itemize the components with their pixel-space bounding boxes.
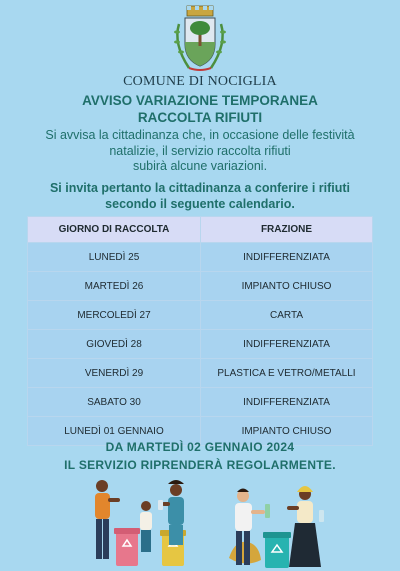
- intro-line: subirà alcune variazioni.: [132, 159, 268, 173]
- table-header-row: [28, 217, 373, 243]
- table-cell-fraction: PLASTICA E VETRO/METALLI: [201, 359, 373, 388]
- table-row: [28, 388, 373, 417]
- table-cell-day: MARTEDÌ 26: [28, 272, 201, 301]
- notice-title: AVVISO VARIAZIONE TEMPORANEA: [82, 93, 318, 108]
- table-row: [28, 330, 373, 359]
- table-cell-day: VENERDÌ 29: [28, 359, 201, 388]
- invite-line: Si invita pertanto la cittadinanza a conferire i rifiuti: [49, 181, 351, 195]
- recycling-people-illustration: [225, 480, 335, 571]
- table-row: [28, 243, 373, 272]
- collection-calendar-table: [27, 216, 373, 446]
- intro-line: Si avvisa la cittadinanza che, in occasione delle festività: [45, 128, 355, 142]
- table-cell-fraction: INDIFFERENZIATA: [201, 243, 373, 272]
- intro-line: natalizie, il servizio raccolta rifiuti: [109, 143, 291, 158]
- table-cell-day: MERCOLEDÌ 27: [28, 301, 201, 330]
- intro-text: [20, 128, 380, 175]
- table-row: [28, 301, 373, 330]
- table-cell-day: LUNEDÌ 01 GENNAIO: [28, 417, 201, 446]
- municipal-crest-icon: [169, 4, 231, 74]
- invite-text: [20, 181, 380, 212]
- table-cell-day: GIOVEDÌ 28: [28, 330, 201, 359]
- table-cell-fraction: INDIFFERENZIATA: [201, 388, 373, 417]
- resume-date: DA MARTEDÌ 02 GENNAIO 2024: [105, 440, 295, 454]
- column-header-fraction: FRAZIONE: [201, 217, 373, 243]
- resume-notice: IL SERVIZIO RIPRENDERÀ REGOLARMENTE.: [64, 458, 336, 472]
- table-cell-fraction: INDIFFERENZIATA: [201, 330, 373, 359]
- table-cell-fraction: IMPIANTO CHIUSO: [201, 272, 373, 301]
- municipality-name: COMUNE DI NOCIGLIA: [123, 74, 277, 89]
- invite-line: secondo il seguente calendario.: [105, 196, 295, 211]
- column-header-day: GIORNO DI RACCOLTA: [28, 217, 201, 243]
- table-cell-fraction: IMPIANTO CHIUSO: [201, 417, 373, 446]
- table-cell-day: SABATO 30: [28, 388, 201, 417]
- recycling-family-illustration: [88, 476, 198, 571]
- notice-subtitle: RACCOLTA RIFIUTI: [137, 110, 263, 125]
- table-cell-fraction: CARTA: [201, 301, 373, 330]
- table-row: [28, 272, 373, 301]
- table-cell-day: LUNEDÌ 25: [28, 243, 201, 272]
- table-row: [28, 359, 373, 388]
